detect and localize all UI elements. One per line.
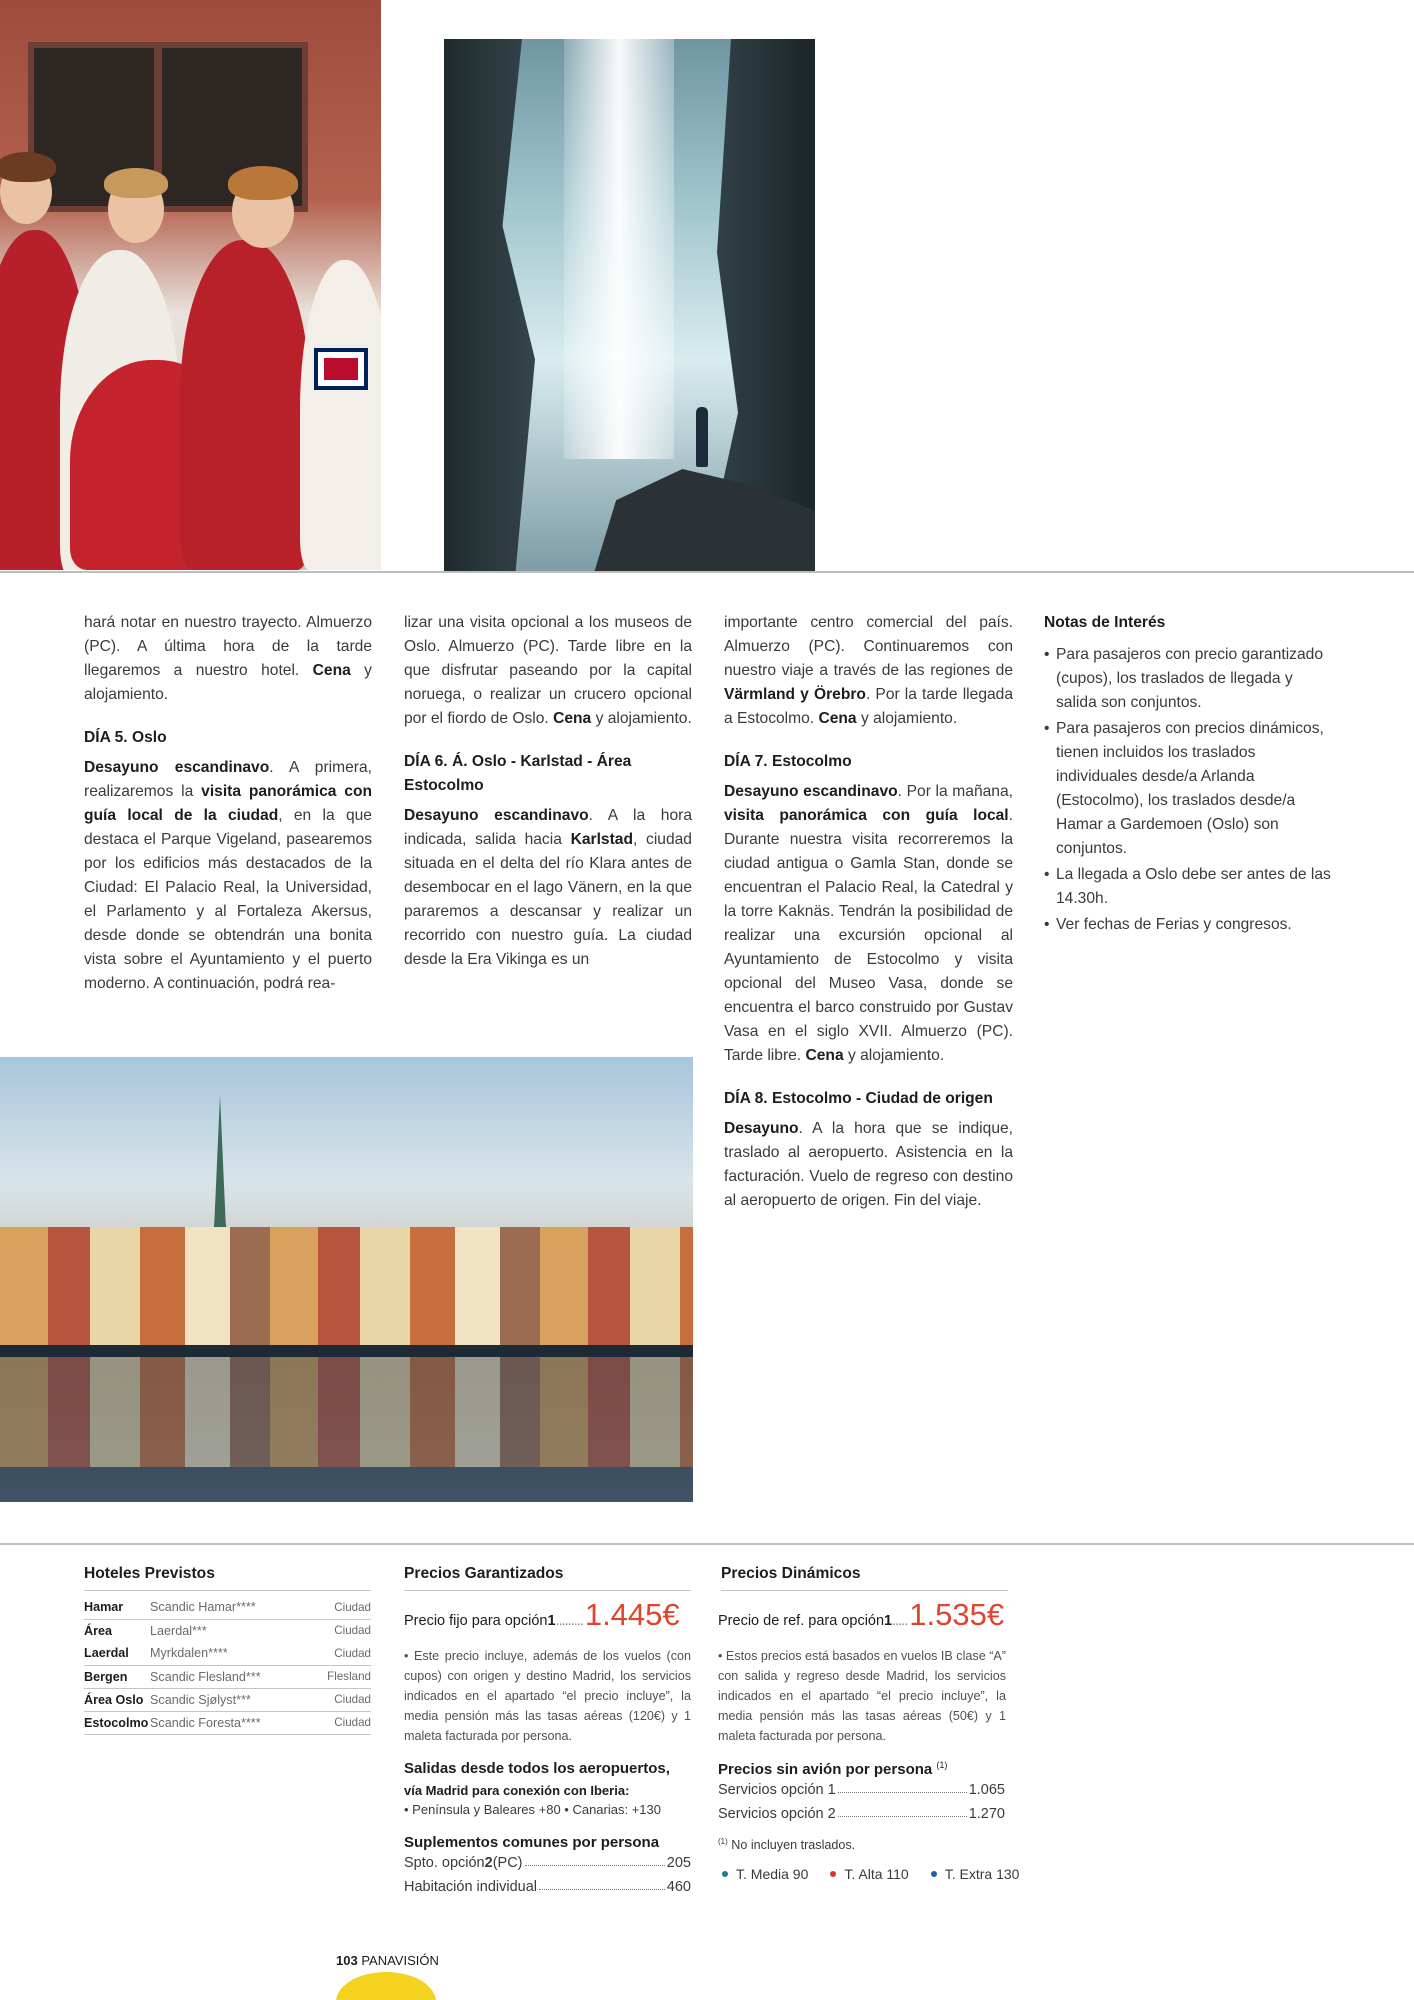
- dynamic-title-rule: [721, 1590, 1008, 1591]
- waterfall-stream: [564, 39, 674, 459]
- table-row: [84, 1665, 371, 1688]
- itinerary-column-2: [404, 611, 692, 972]
- day-7-text: Desayuno escandinavo. Por la mañana, visita panorámica con guía local. Durante nuestra visita recorreremos la ciudad antigua o Gamla Stan, donde se encuentran el Palacio Real, la Catedral y la torre Kaknäs. Tendrán la posibilidad de realizar una excursión opcional al Ayuntamiento de Estocolmo y visita opcional del Museo Vasa, donde se encuentra el barco construido por Gustav Vasa en el siglo XVII. Almuerzo (PC). Tarde libre. Cena y alojamiento.: [724, 783, 1013, 1064]
- day-5-text: Desayuno escandinavo. A primera, realizaremos la visita panorámica con guía local de la ciudad, en la que destaca el Parque Vigeland, pasearemos por los edificios más destacados de la Ciudad: El Palacio Real, la Universidad, el Parlamento y al Fortaleza Akersus, desde donde se obtendrán una bonita vista sobre el Ayuntamiento y el puerto moderno. A continuación, podrá rea-: [84, 759, 373, 992]
- dancer-1-hair: [0, 152, 56, 182]
- season-medium: T. Media 90: [722, 1866, 808, 1882]
- price-dots: .....: [892, 1613, 908, 1629]
- dancer-2-hair: [104, 168, 168, 198]
- hotel-category: Ciudad: [308, 1688, 371, 1711]
- col1-intro: hará notar en nuestro trayecto. Almuerzo (PC). A última hora de la tarde llegaremos a nuestro hotel. Cena y alojamiento.: [84, 614, 372, 703]
- guaranteed-price-line: [404, 1597, 680, 1633]
- table-row: [84, 1642, 371, 1665]
- season-supplements: [722, 1866, 1019, 1882]
- season-extra: T. Extra 130: [931, 1866, 1020, 1882]
- supplements-title: Suplementos comunes por persona: [404, 1834, 660, 1851]
- table-row-end: [84, 1734, 371, 1735]
- waterfall-rock-left: [444, 39, 574, 573]
- day-6-text: Desayuno escandinavo. A la hora indicada, salida hacia Karlstad, ciudad situada en el delta del río Klara antes de desembocar en el lago Vänern, en la que pararemos a descansar y realizar un recorrido con nuestro guía. La ciudad desde la Era Vikinga es un: [404, 807, 692, 968]
- day-7-title: DÍA 7. Estocolmo: [724, 753, 852, 770]
- hotel-name: Scandic Sjølyst***: [150, 1688, 308, 1711]
- dynamic-price-value: 1.535€: [909, 1597, 1005, 1632]
- notes-title: Notas de Interés: [1044, 614, 1166, 631]
- norwegian-flag: [318, 352, 364, 386]
- hotel-category: Flesland: [308, 1665, 371, 1688]
- price-label: Precio de ref. para opción: [718, 1613, 885, 1629]
- table-row: [84, 1596, 371, 1619]
- brand-name: PANAVISIÓN: [361, 1953, 439, 1968]
- hotel-category: Ciudad: [334, 1600, 371, 1614]
- quay: [0, 1345, 693, 1357]
- dynamic-prices-title: Precios Dinámicos: [721, 1565, 861, 1582]
- supplement-value: 460: [666, 1879, 691, 1895]
- season-dot-icon: [722, 1871, 728, 1877]
- notes-of-interest: [1044, 611, 1334, 939]
- hotel-city: Bergen: [84, 1665, 150, 1688]
- water-reflection: [0, 1357, 693, 1467]
- note-item: • La llegada a Oslo debe ser antes de las 14.30h.: [1044, 863, 1334, 911]
- departures-title: Salidas desde todos los aeropuertos,: [404, 1760, 670, 1777]
- note-item: • Ver fechas de Ferias y congresos.: [1044, 913, 1334, 937]
- price-label: Precio fijo para opción: [404, 1613, 548, 1629]
- dancer-3-hair: [228, 166, 298, 200]
- day-8-title: DÍA 8. Estocolmo - Ciudad de origen: [724, 1090, 993, 1107]
- departures-supplements: • Península y Baleares +80 • Canarias: +130: [404, 1802, 661, 1817]
- hotel-city: Área Oslo: [84, 1688, 150, 1711]
- price-option: 1: [547, 1613, 556, 1629]
- note-item: • Para pasajeros con precio garantizado (cupos), los traslados de llegada y salida son conjuntos.: [1044, 643, 1334, 715]
- supplement-value: 205: [666, 1855, 691, 1871]
- itinerary-column-1: [84, 611, 372, 996]
- guaranteed-title-rule: [404, 1590, 691, 1591]
- no-flight-option-1: Servicios opción 1 1.065: [718, 1782, 1005, 1798]
- hotel-city: Estocolmo: [84, 1711, 150, 1734]
- guaranteed-prices-title: Precios Garantizados: [404, 1565, 564, 1582]
- day-8-text: Desayuno. A la hora que se indique, traslado al aeropuerto. Asistencia en la facturación. Vuelo de regreso con destino al aeropuerto de origen. Fin del viaje.: [724, 1120, 1013, 1209]
- photo-folk-dancers: [0, 0, 381, 570]
- no-flight-footnote: $^{(1)}$ No incluyen traslados.: [718, 1837, 856, 1853]
- day-5-title: DÍA 5. Oslo: [84, 729, 167, 746]
- hotel-category: Ciudad: [308, 1619, 371, 1642]
- guaranteed-price-value: 1.445€: [584, 1597, 680, 1632]
- col3-intro: importante centro comercial del país. Almuerzo (PC). Continuaremos con nuestro viaje a través de las regiones de Värmland y Örebro. Por la tarde llegada a Estocolmo. Cena y alojamiento.: [724, 614, 1014, 727]
- note-item: • Para pasajeros con precios dinámicos, tienen incluidos los traslados individuales desde/a Arlanda (Estocolmo), los traslados desde/a Hamar a Gardemoen (Oslo) son conjuntos.: [1044, 717, 1334, 861]
- supplement-single-room: Habitación individual 460: [404, 1879, 691, 1895]
- dynamic-price-note: • Estos precios está basados en vuelos IB clase “A” con salida y regreso desde Madrid, los servicios indicados en el apartado “el precio incluye”, la media pensión más las tasas aéreas (50€) y 1 maleta facturada por persona.: [718, 1649, 1006, 1743]
- hotels-title: Hoteles Previstos: [84, 1565, 215, 1582]
- table-row: [84, 1711, 371, 1734]
- col2-intro: lizar una visita opcional a los museos de Oslo. Almuerzo (PC). Tarde libre en la que disfrutar paseando por la capital noruega, o realizar un crucero opcional por el fiordo de Oslo. Cena y alojamiento.: [404, 614, 692, 727]
- hotel-category: Ciudad: [308, 1711, 371, 1734]
- season-high: T. Alta 110: [830, 1866, 908, 1882]
- page-footer: [336, 1953, 439, 1968]
- season-dot-icon: [931, 1871, 937, 1877]
- hotels-table: [84, 1596, 371, 1735]
- hiker-figure: [696, 407, 708, 467]
- hotel-city: Área: [84, 1619, 150, 1642]
- day-6-title: DÍA 6. Á. Oslo - Karlstad - Área Estocolmo: [404, 753, 632, 794]
- notes-list: [1044, 643, 1334, 937]
- hotel-name: Myrkdalen****: [150, 1646, 228, 1661]
- hotel-name: Scandic Hamar****: [150, 1600, 256, 1615]
- dancer-4: [300, 260, 381, 570]
- hotel-name: Laerdal***: [150, 1619, 308, 1642]
- price-option: 1: [884, 1613, 893, 1629]
- hotel-name: Scandic Flesland***: [150, 1665, 308, 1688]
- hotel-city: Laerdal: [84, 1646, 129, 1661]
- guaranteed-price-note: • Este precio incluye, además de los vuelos (con cupos) con origen y destino Madrid, los servicios indicados en el apartado “el precio incluye”, la media pensión más las tasas aéreas (120€) y 1 maleta facturada por persona.: [404, 1649, 691, 1743]
- photo-waterfall: [444, 39, 815, 573]
- hotel-name: Scandic Foresta****: [150, 1711, 308, 1734]
- divider-top: [0, 571, 1414, 573]
- season-dot-icon: [830, 1871, 836, 1877]
- price-dots: .........: [555, 1613, 583, 1629]
- itinerary-column-3: [724, 611, 1013, 1213]
- dancer-3: [180, 240, 310, 570]
- hotel-city: Hamar: [84, 1600, 124, 1615]
- table-row: [84, 1688, 371, 1711]
- yellow-tab-decoration: [336, 1972, 436, 2000]
- page-number: 103: [336, 1953, 358, 1968]
- hotels-title-rule: [84, 1590, 371, 1591]
- no-flight-option-2: Servicios opción 2 1.270: [718, 1806, 1005, 1822]
- divider-bottom: [0, 1543, 1414, 1545]
- dynamic-price-line: [718, 1597, 1004, 1633]
- table-row: [84, 1619, 371, 1642]
- waterfront-buildings: [0, 1227, 693, 1347]
- photo-stockholm-gamla-stan: [0, 1057, 693, 1502]
- departures-subtitle: vía Madrid para conexión con Iberia:: [404, 1783, 630, 1798]
- supplement-option-2: Spto. opción 2 (PC) 205: [404, 1855, 691, 1871]
- no-flight-title: Precios sin avión por persona $^{(1)}$: [718, 1760, 948, 1778]
- hotel-category: Ciudad: [334, 1646, 371, 1660]
